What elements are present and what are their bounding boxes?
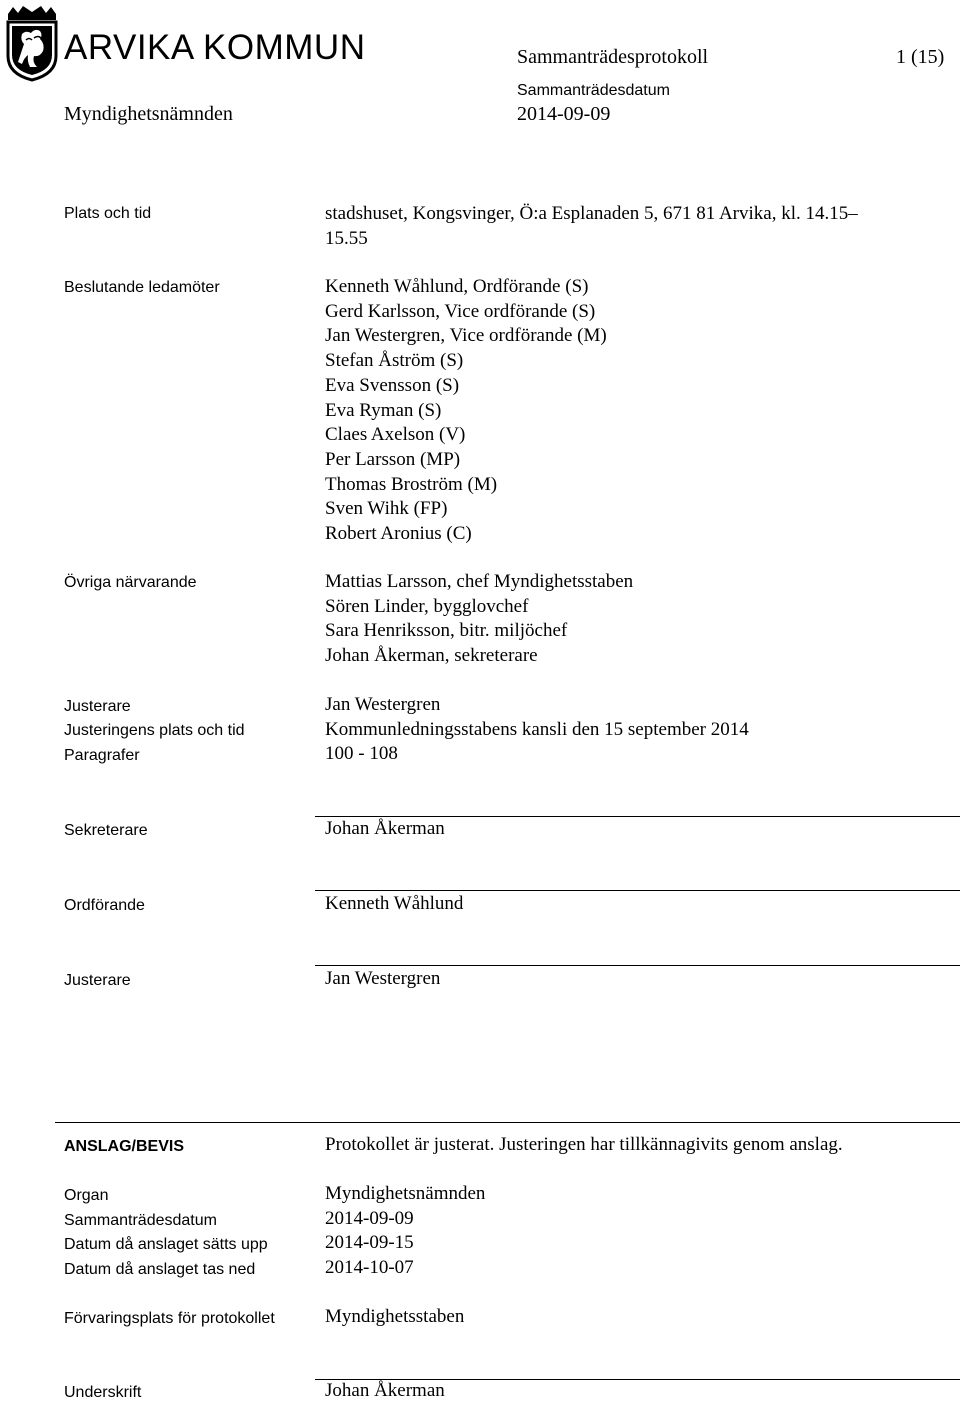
list-item: Per Larsson (MP) [325, 448, 461, 470]
others-list [325, 570, 633, 669]
list-item: Robert Aronius (C) [325, 523, 472, 545]
list-item: Gerd Karlsson, Vice ordförande (S) [325, 300, 596, 322]
signature-name: Johan Åkerman [325, 1380, 445, 1401]
adjuster-sign-name: Jan Westergren [325, 968, 441, 989]
list-item: Mattias Larsson, chef Myndighetsstaben [325, 571, 634, 592]
signature-label: Underskrift [64, 1384, 142, 1401]
place-label: Plats och tid [64, 205, 152, 222]
organ-label: Organ [64, 1187, 109, 1204]
list-item: Sven Wihk (FP) [325, 498, 448, 520]
others-label: Övriga närvarande [64, 574, 197, 591]
storage-label: Förvaringsplats för protokollet [64, 1310, 275, 1327]
list-item: Eva Svensson (S) [325, 374, 460, 396]
anslag-divider [55, 1122, 960, 1123]
storage-value: Myndighetsstaben [325, 1306, 465, 1327]
signature-line [315, 816, 960, 817]
posted-date-label: Datum då anslaget sätts upp [64, 1236, 268, 1253]
anslag-date-label: Sammanträdesdatum [64, 1212, 217, 1229]
secretary-name: Johan Åkerman [325, 818, 445, 839]
list-item: Sara Henriksson, bitr. miljöchef [325, 620, 568, 642]
adjuster-sign-label: Justerare [64, 972, 131, 989]
anslag-title: ANSLAG/BEVIS [64, 1138, 185, 1155]
signature-line [315, 965, 960, 966]
adjuster-label: Justerare [64, 698, 131, 715]
list-item: Stefan Åström (S) [325, 350, 464, 372]
organ-value: Myndighetsnämnden [325, 1183, 486, 1204]
document-type: Sammanträdesprotokoll [517, 46, 709, 68]
list-item: Johan Åkerman, sekreterare [325, 645, 538, 667]
list-item: Claes Axelson (V) [325, 424, 466, 446]
adjust-place: Kommunledningsstabens kansli den 15 september 2014 [325, 719, 749, 740]
members-label: Beslutande ledamöter [64, 279, 220, 296]
list-item: Thomas Broström (M) [325, 473, 498, 495]
committee-name: Myndighetsnämnden [64, 103, 233, 125]
anslag-date-value: 2014-09-09 [325, 1208, 414, 1229]
list-item: Kenneth Wåhlund, Ordförande (S) [325, 276, 589, 297]
chair-label: Ordförande [64, 897, 145, 914]
paragraphs: 100 - 108 [325, 743, 398, 764]
page-number: 1 (15) [896, 46, 945, 68]
list-item: Jan Westergren, Vice ordförande (M) [325, 325, 607, 347]
meeting-date-label: Sammanträdesdatum [517, 82, 670, 99]
coat-of-arms-icon [4, 4, 60, 82]
list-item: Eva Ryman (S) [325, 399, 442, 421]
posted-date-value: 2014-09-15 [325, 1232, 414, 1253]
removed-date-value: 2014-10-07 [325, 1257, 414, 1278]
paragraphs-label: Paragrafer [64, 747, 140, 764]
signature-line [315, 890, 960, 891]
secretary-label: Sekreterare [64, 822, 148, 839]
list-item: Sören Linder, bygglovchef [325, 595, 529, 617]
meeting-date: 2014-09-09 [517, 103, 611, 125]
organization-name: ARVIKA KOMMUN [64, 28, 366, 67]
place-line-2: 15.55 [325, 228, 368, 249]
members-list [325, 275, 607, 547]
anslag-statement: Protokollet är justerat. Justeringen har tillkännagivits genom anslag. [325, 1134, 843, 1155]
chair-name: Kenneth Wåhlund [325, 893, 464, 914]
adjuster-name: Jan Westergren [325, 694, 441, 715]
place-line-1: stadshuset, Kongsvinger, Ö:a Esplanaden 5, 671 81 Arvika, kl. 14.15– [325, 203, 858, 224]
removed-date-label: Datum då anslaget tas ned [64, 1261, 256, 1278]
adjust-place-label: Justeringens plats och tid [64, 722, 245, 739]
